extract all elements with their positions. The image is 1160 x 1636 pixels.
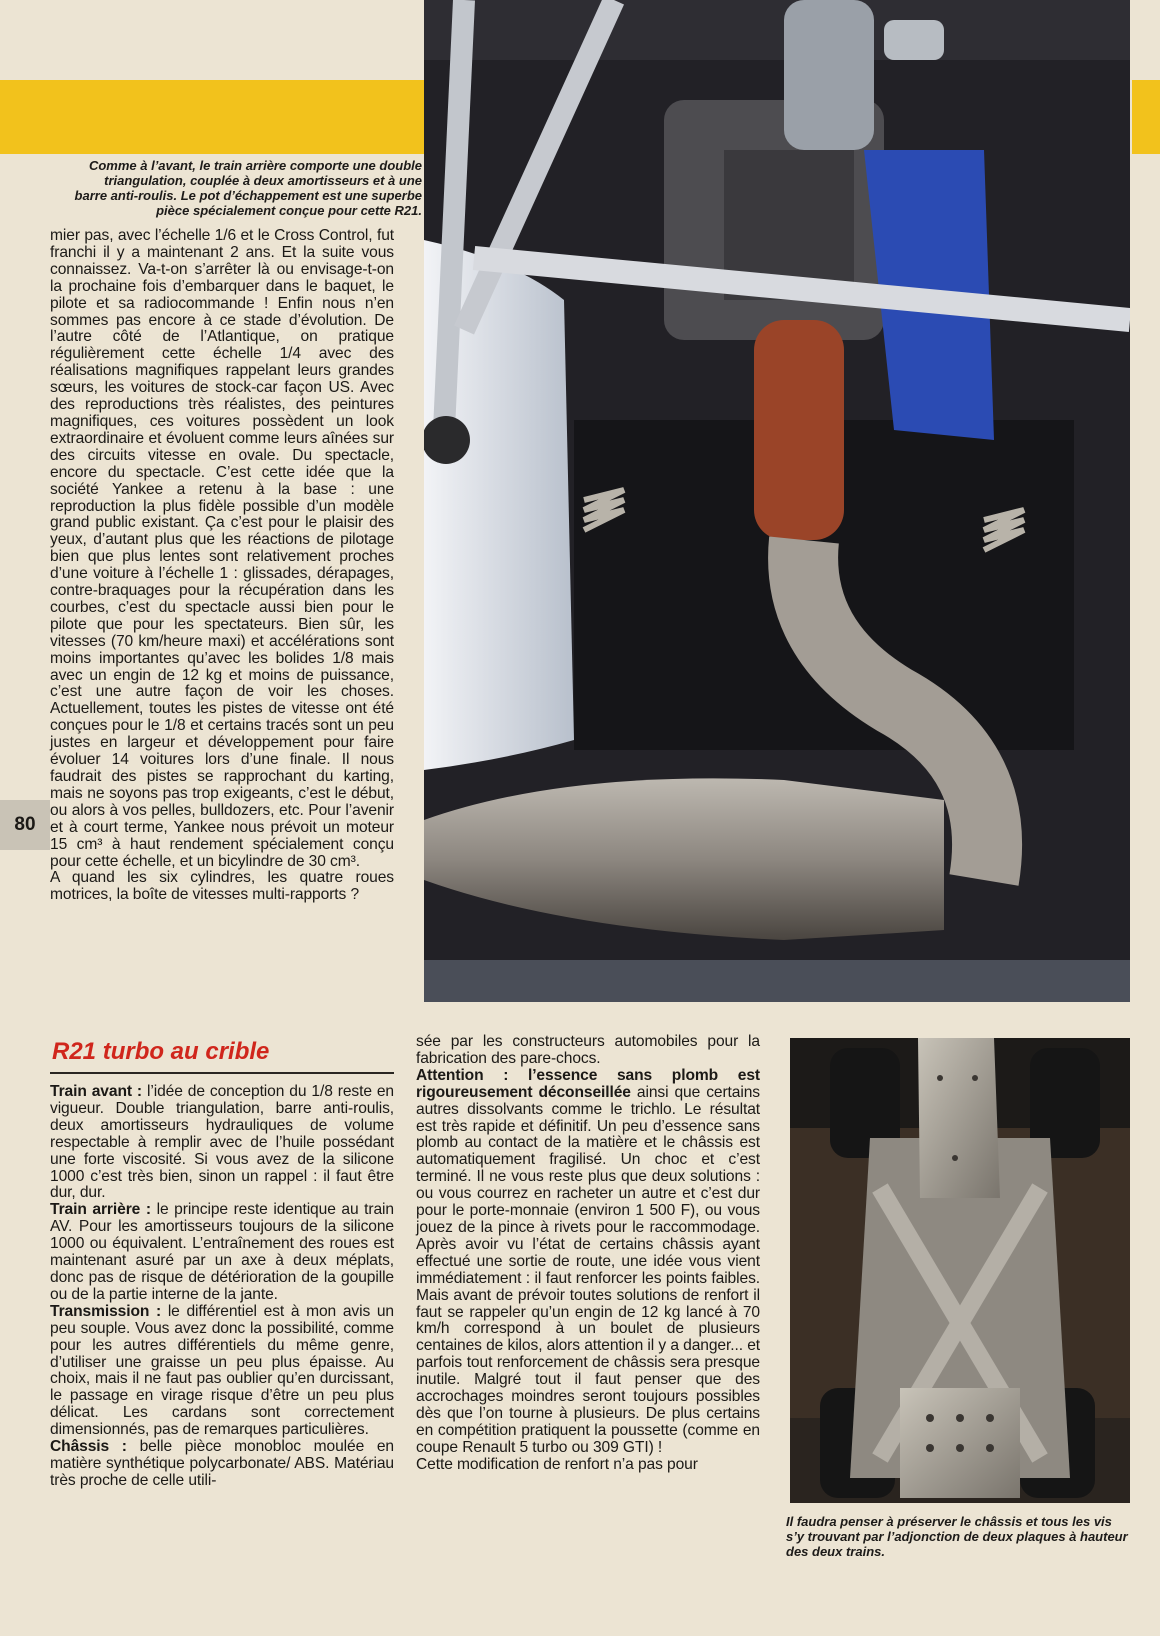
section-title-rule bbox=[50, 1072, 394, 1074]
section-title: R21 turbo au crible bbox=[52, 1038, 270, 1065]
column1-body-text: mier pas, avec l’échelle 1/6 et le Cross Control, fut franchi il y a maintenant 2 ans. Et la suite vous connaissez. Va-t-on s’arrêter là ou envisage-t-on la prochaine fois d’embarquer dans le baquet, le pilote et sa radiocommande ! Enfin nous n’en sommes pas encore à ce stade d’évolution. De l’autre côté de l’Atlantique, on pratique régulièrement cette échelle 1/4 avec des réalisations magnifiques rappelant leurs grandes sœurs, les voitures de stock-car façon US. Avec des reproductions très réalistes, des peintures magnifiques, ces voitures possèdent un look extraordinaire et évoluent comme leurs aînées sur des circuits vitesse en ovale. Du spectacle, encore du spectacle. C’est cette idée que la société Yankee a retenu à la base : une reproduction la plus fidèle possible d’un modèle grand public existant. Ça c’est pour le plaisir des yeux, d’autant plus que les réactions de pilotage bien que plus lentes sont relativement proches d’une voiture à l’échelle 1 : glissades, dérapages, contre-braquages pour la récupération dans les courbes, c’est du spectacle aussi bien pour le pilote que pour les spectateurs. Bien sûr, les vitesses (70 km/heure maxi) et accélérations sont moins importantes qu’avec les bolides 1/8 mais avec un engin de 12 kg et moins de puissance, c’est une autre façon de voir les choses. Actuellement, toutes les pistes de vitesse ont été conçues pour le 1/8 et certains tracés sont un peu justes en largeur et développement pour faire évoluer 14 voitures lors d’une finale. Il nous faudrait des pistes se rapprochant du karting, mais ne soyons pas trop exigeants, c’est le début, ou alors à vos pelles, bulldozers, etc. Pour l’avenir et à court terme, Yankee nous prévoit un moteur 15 cm³ à haut rendement spécialement conçu pour cette échelle, et un bicylindre de 30 cm³. A quand les six cylindres, les quatre roues motrices, la boîte de vitesses multi-rapports ? bbox=[50, 227, 394, 904]
column2-intro: sée par les constructeurs automobiles pour la fabrication des pare-chocs. bbox=[416, 1033, 760, 1067]
top-photo-caption: Comme à l’avant, le train arrière comporte une double triangulation, couplée à deux amortisseurs et à une barre anti-roulis. Le pot d’échappement est une superbe pièce spécialement conçue pour cette R21. bbox=[74, 158, 422, 218]
paragraph-chassis: Châssis : belle pièce monobloc moulée en matière synthétique polycarbonate/ ABS. Matériau très proche de celle utili- bbox=[50, 1438, 395, 1489]
top-yellow-band-left bbox=[0, 80, 424, 154]
engine-photo bbox=[424, 0, 1130, 1002]
paragraph-attention: Attention : l’essence sans plomb est rigoureusement déconseillée ainsi que certains autres dissolvants comme le trichlo. Le résultat est très rapide et définitif. Un peu d’essence sans plomb au contact de la matière et le châssis est automatiquement fragilisé. Un choc et c’est terminé. Il ne vous reste plus que deux solutions : ou vous courrez en racheter un autre et c’est dur pour le porte-monnaie (environ 1 500 F), ou vous jouez de la pince à rivets pour le raccommodage. Après avoir vu l’état de certains châssis ayant effectué une sortie de route, une idée vous vient immédiatement : il faut renforcer les points faibles. Mais avant de prévoir toutes solutions de renfort il faut se rappeler qu’un engin de 12 kg lancé à 70 km/h correspond à un boulet de plusieurs centaines de kilos, alors attention il y a danger... et parfois tout renforcement de châssis sera presque inutile. Malgré tout il faut penser que des accrochages moindres seront toujours possibles dès que l’on tourne à plusieurs. De plus certains en compétition pratiquent la poussette (comme en coupe Renault 5 turbo ou 309 GTI) ! bbox=[416, 1066, 760, 1456]
column2-end: Cette modification de renfort n’a pas pour bbox=[416, 1455, 698, 1473]
top-yellow-band-right bbox=[1132, 80, 1160, 154]
paragraph-train-avant: Train avant : l’idée de conception du 1/8 reste en vigueur. Double triangulation, barre anti-roulis, deux amortisseurs hydrauliques de volume respectable à remplir avec de l’huile possédant une forte viscosité. Si vous avez de la silicone 1000 c’est très bien, sinon un rappel : il faut être dur, dur. bbox=[50, 1083, 395, 1202]
paragraph-train-arriere: Train arrière : le principe reste identique au train AV. Pour les amortisseurs toujours de la silicone 1000 ou équivalent. L’entraînement des roues est maintenant asuré par un axe à deux méplats, donc pas de risque de détérioration de la goupille ou de la partie interne de la jante. bbox=[50, 1201, 394, 1303]
chassis-photo bbox=[790, 1038, 1130, 1503]
bottom-photo-caption: Il faudra penser à préserver le châssis et tous les vis s’y trouvant par l’adjonction de deux plaques à hauteur des deux trains. bbox=[786, 1514, 1128, 1559]
paragraph-transmission: Transmission : le différentiel est à mon avis un peu souple. Vous avez donc la possibilité, comme pour les autres différentiels du même genre, d’utiliser une graisse un peu plus épaisse. Au choix, mais il ne faut pas oublier qu’en durcissant, le passage en virage risque d’être un peu plus délicat. Les cardans sont correctement dimensionnés, pas de remarques particulières. bbox=[50, 1302, 394, 1439]
section-column1 bbox=[50, 1084, 394, 1490]
section-column2 bbox=[416, 1034, 760, 1474]
page-number: 80 bbox=[0, 800, 50, 850]
